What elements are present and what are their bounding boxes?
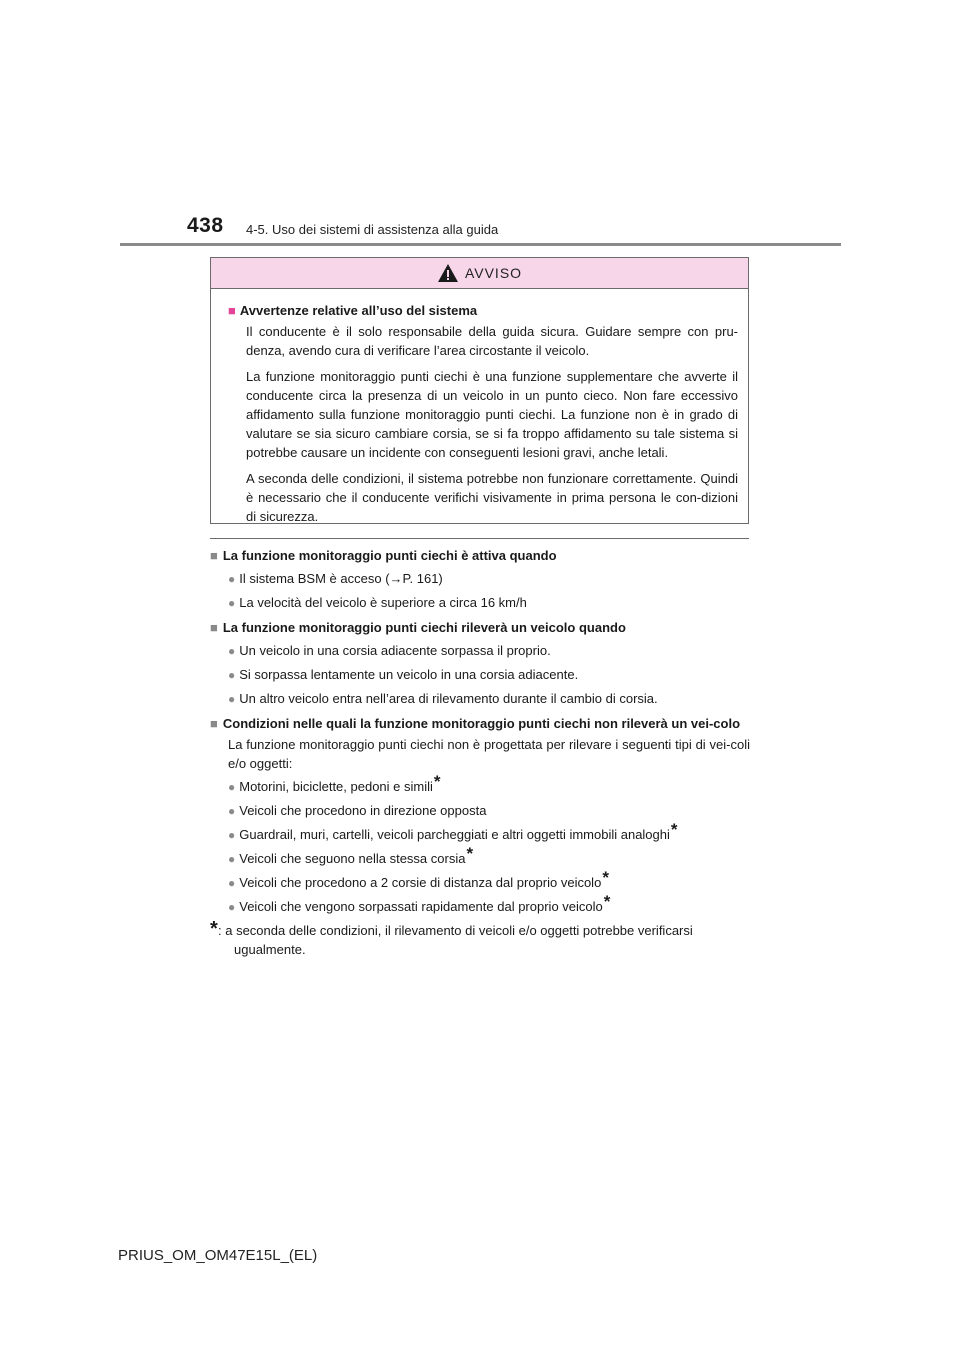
bullet-icon: ● — [228, 596, 236, 610]
header-rule — [120, 243, 841, 246]
list-item — [210, 892, 750, 917]
footnote — [210, 918, 750, 959]
bullet-icon: ● — [228, 668, 236, 682]
warning-paragraph: Il conducente è il solo responsabile della guida sicura. Guidare sempre con pru-denza, avendo cura di verificare l’area circostante il veicolo. — [246, 324, 738, 358]
footnote-asterisk: * — [210, 918, 218, 940]
footnote-line: ugualmente. — [234, 942, 306, 957]
warning-header — [211, 258, 748, 289]
main-content — [210, 546, 750, 959]
page-number: 438 — [187, 214, 224, 237]
section-heading-row — [210, 618, 750, 637]
asterisk-mark: * — [466, 844, 474, 863]
warning-heading: Avvertenze relative all’uso del sistema — [239, 303, 478, 318]
list-item — [210, 801, 750, 821]
warning-body — [211, 289, 748, 526]
section-heading-row — [210, 546, 750, 565]
gray-square-icon: ■ — [210, 716, 218, 731]
footer-code: PRIUS_OM_OM47E15L_(EL) — [118, 1247, 318, 1264]
section-heading: La funzione monitoraggio punti ciechi rileverà un veicolo quando — [222, 620, 626, 635]
section-title: 4-5. Uso dei sistemi di assistenza alla guida — [246, 222, 499, 237]
section-intro: La funzione monitoraggio punti ciechi non è progettata per rilevare i seguenti tipi di vei-coli e/o oggetti: — [228, 737, 750, 771]
list-item — [210, 593, 750, 613]
list-item-text: Guardrail, muri, cartelli, veicoli parcheggiati e altri oggetti immobili analoghi — [239, 827, 670, 842]
list-item — [210, 569, 750, 589]
bullet-icon: ● — [228, 876, 236, 890]
gray-square-icon: ■ — [210, 548, 218, 563]
list-item-text: Veicoli che procedono in direzione opposta — [239, 803, 487, 818]
list-item-text: Un altro veicolo entra nell’area di rilevamento durante il cambio di corsia. — [239, 691, 658, 706]
bullet-icon: ● — [228, 828, 236, 842]
warning-paragraph: La funzione monitoraggio punti ciechi è una funzione supplementare che avverte il conducente circa la presenza di un veicolo in un punto cieco. Non fare eccessivo affidamento sulla funzione monitoraggio punti ciechi. La funzione non è in grado di valutare se sia sicuro cambiare corsia, se si fa troppo affidamento su tale sistema si potrebbe causare un incidente con conseguenti lesioni gravi, anche letali. — [246, 369, 738, 460]
section-heading-row — [210, 714, 750, 733]
list-item-text: Veicoli che seguono nella stessa corsia — [239, 851, 466, 866]
bullet-icon: ● — [228, 572, 236, 586]
section-heading: Condizioni nelle quali la funzione monitoraggio punti ciechi non rileverà un vei-colo — [222, 716, 741, 731]
bullet-icon: ● — [228, 900, 236, 914]
warning-paragraph: A seconda delle condizioni, il sistema potrebbe non funzionare correttamente. Quindi è necessario che il conducente verifichi visivamente in prima persona le con-dizioni di sicurezza. — [246, 471, 738, 524]
section-divider — [210, 538, 749, 539]
warning-box — [210, 257, 749, 524]
list-item — [210, 772, 750, 797]
list-item-text: La velocità del veicolo è superiore a circa 16 km/h — [239, 595, 527, 610]
list-item-text: Veicoli che vengono sorpassati rapidamente dal proprio veicolo — [239, 899, 603, 914]
asterisk-mark: * — [602, 868, 609, 887]
section-heading: La funzione monitoraggio punti ciechi è attiva quando — [222, 548, 557, 563]
bullet-icon: ● — [228, 644, 236, 658]
bullet-icon: ● — [228, 780, 236, 794]
bullet-icon: ● — [228, 804, 236, 818]
gray-square-icon: ■ — [210, 620, 218, 635]
list-item-text: Il sistema BSM è acceso (→P. 161) — [239, 571, 443, 586]
bullet-icon: ● — [228, 852, 236, 866]
list-item-text: Veicoli che procedono a 2 corsie di distanza dal proprio veicolo — [239, 875, 602, 890]
pink-square-icon: ■ — [228, 303, 236, 318]
list-item — [210, 665, 750, 685]
list-item — [210, 820, 750, 845]
list-item-text: Si sorpassa lentamente un veicolo in una corsia adiacente. — [239, 667, 579, 682]
asterisk-mark: * — [433, 772, 441, 791]
asterisk-mark: * — [670, 820, 678, 839]
list-item — [210, 689, 750, 709]
list-item — [210, 844, 750, 869]
list-item — [210, 868, 750, 893]
list-item-text: Un veicolo in una corsia adiacente sorpassa il proprio. — [239, 643, 551, 658]
asterisk-mark: * — [603, 892, 611, 911]
warning-title: AVVISO — [464, 265, 523, 281]
bullet-icon: ● — [228, 692, 236, 706]
list-item — [210, 641, 750, 661]
warning-triangle-icon — [437, 263, 459, 283]
footnote-line: : a seconda delle condizioni, il rilevamento di veicoli e/o oggetti potrebbe verificarsi — [218, 923, 693, 938]
list-item-text: Motorini, biciclette, pedoni e simili — [239, 779, 433, 794]
footnote-text — [218, 921, 750, 959]
warning-heading-row — [228, 301, 738, 320]
